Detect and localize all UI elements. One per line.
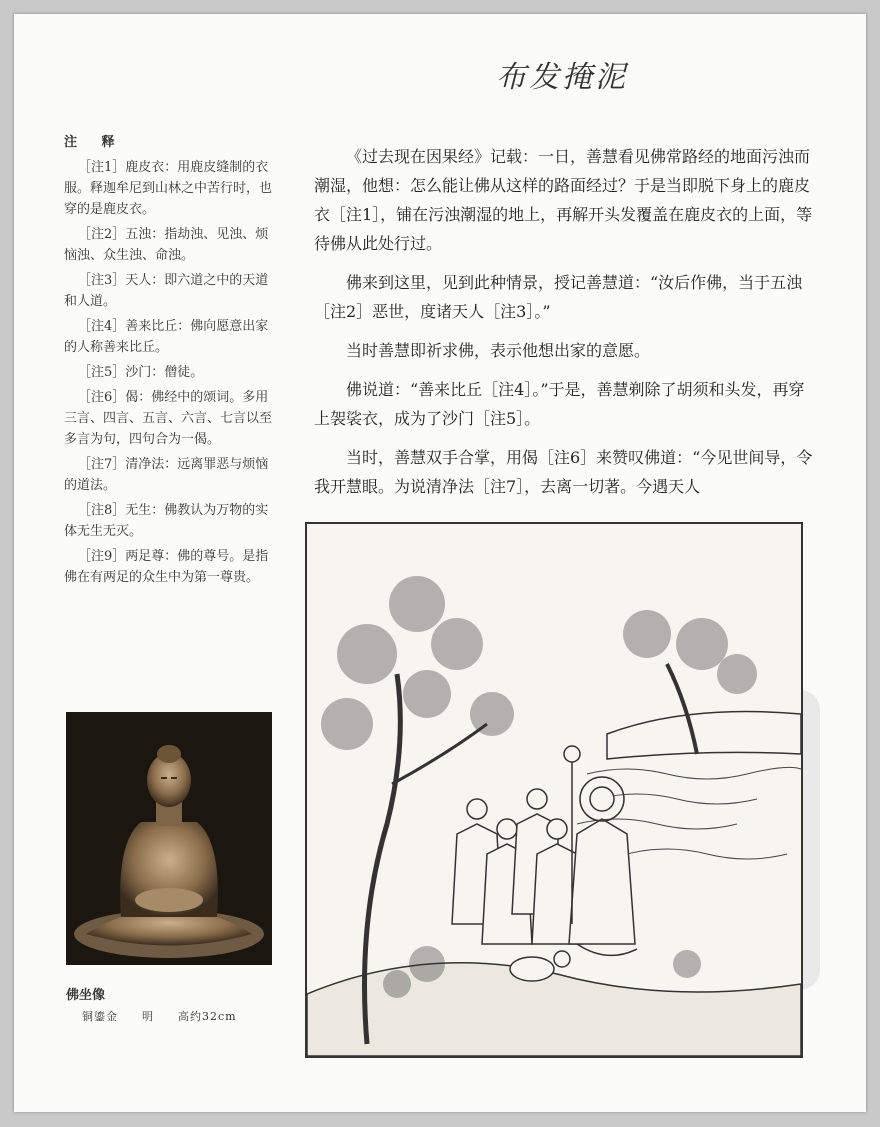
notes-column bbox=[64, 132, 274, 592]
woodblock-illustration bbox=[305, 522, 803, 1058]
buddha-statue-image bbox=[66, 712, 272, 965]
photo-caption-desc: 铜鎏金 明 高约32cm bbox=[82, 1010, 237, 1023]
photo-caption-title: 佛坐像 bbox=[66, 988, 106, 1003]
note-item: ［注5］沙门：僧徒。 bbox=[78, 365, 204, 380]
body-paragraph: 《过去现在因果经》记载：一日，善慧看见佛常路经的地面污浊而潮湿，他想：怎么能让佛从这样的路面经过？于是当即脱下身上的鹿皮衣［注1］，铺在污浊潮湿的地上，再解开头发覆盖在鹿皮衣的上面，等待佛从此处行过。 bbox=[314, 147, 813, 253]
notes-heading: 注 释 bbox=[64, 135, 125, 150]
note-item: ［注4］善来比丘：佛向愿意出家的人称善来比丘。 bbox=[64, 319, 269, 355]
note-item: ［注2］五浊：指劫浊、见浊、烦恼浊、众生浊、命浊。 bbox=[64, 227, 269, 263]
buddha-statue-photo bbox=[66, 712, 272, 965]
body-text bbox=[314, 142, 814, 511]
note-item: ［注8］无生：佛教认为万物的实体无生无灭。 bbox=[64, 503, 269, 539]
note-item: ［注1］鹿皮衣：用鹿皮缝制的衣服。释迦牟尼到山林之中苦行时，也穿的是鹿皮衣。 bbox=[64, 160, 273, 217]
body-paragraph: 当时善慧即祈求佛，表示他想出家的意愿。 bbox=[346, 341, 651, 360]
note-item: ［注3］天人：即六道之中的天道和人道。 bbox=[64, 273, 269, 309]
note-item: ［注9］两足尊：佛的尊号。是指佛在有两足的众生中为第一尊贵。 bbox=[64, 549, 269, 585]
illustration-image bbox=[307, 524, 801, 1056]
body-paragraph: 佛说道：“善来比丘［注4］。”于是，善慧剃除了胡须和头发，再穿上袈裟衣，成为了沙门［注5］。 bbox=[314, 380, 805, 428]
body-paragraph: 佛来到这里，见到此种情景，授记善慧道：“汝后作佛，当于五浊［注2］恶世，度诸天人［注3］。” bbox=[314, 273, 803, 321]
page-title: 布发掩泥 bbox=[496, 60, 628, 95]
body-paragraph: 当时，善慧双手合掌，用偈［注6］来赞叹佛道：“今见世间导，令我开慧眼。为说清净法［注7］，去离一切著。今遇天人 bbox=[314, 448, 813, 496]
note-item: ［注6］偈：佛经中的颂词。多用三言、四言、五言、六言、七言以至多言为句，四句合为一偈。 bbox=[64, 390, 273, 447]
note-item: ［注7］清净法：远离罪恶与烦恼的道法。 bbox=[64, 457, 269, 493]
